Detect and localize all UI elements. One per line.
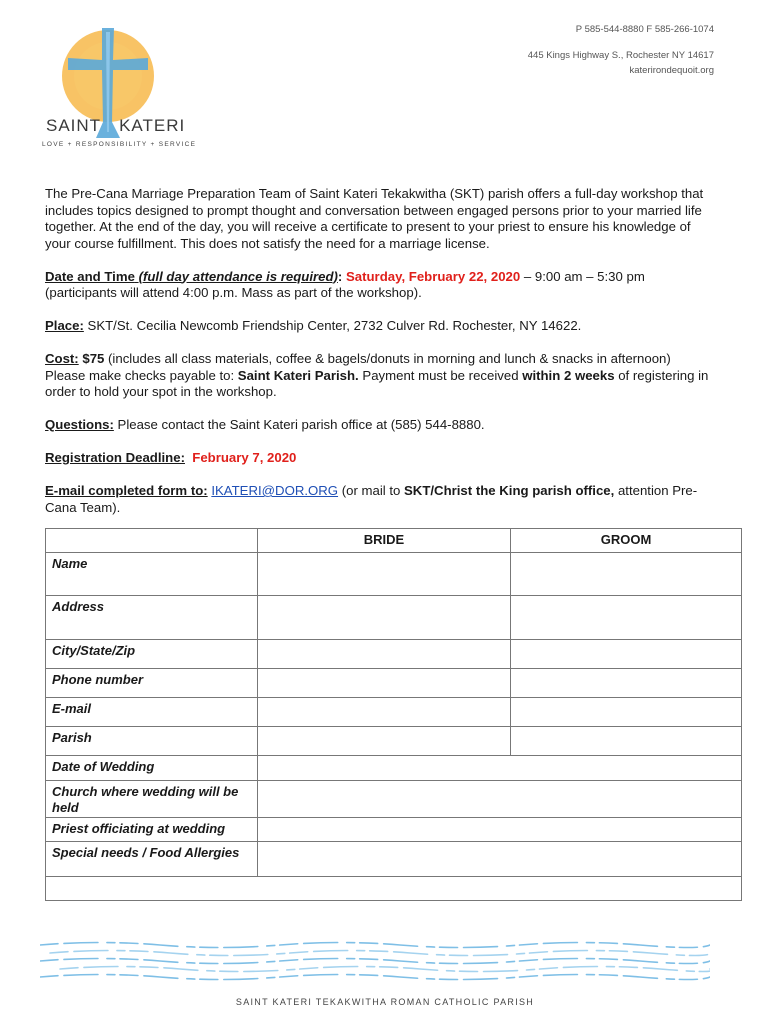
row-label-church: Church where wedding will be held bbox=[46, 781, 258, 818]
registration-form-table bbox=[45, 528, 742, 901]
cost-section: Cost: $75 (includes all class materials, coffee & bagels/donuts in morning and lunch & snacks in afternoon) Please make checks payable to: Saint Kateri Parish. Payment must be received within 2 weeks of registering in order to hold your spot in the workshop. bbox=[45, 351, 709, 399]
questions-label: Questions: bbox=[45, 417, 114, 432]
mail-office: SKT/Christ the King parish office, bbox=[404, 483, 615, 498]
bride-city-field[interactable] bbox=[258, 640, 511, 669]
workshop-date: Saturday, February 22, 2020 bbox=[345, 268, 521, 284]
bride-parish-field[interactable] bbox=[258, 727, 511, 756]
email-label: E-mail completed form to: bbox=[45, 483, 208, 498]
bride-email-field[interactable] bbox=[258, 698, 511, 727]
contact-phones: P 585-544-8880 F 585-266-1074 bbox=[575, 24, 714, 35]
contact-address: 445 Kings Highway S., Rochester NY 14617 bbox=[527, 50, 714, 61]
priest-field[interactable] bbox=[258, 818, 742, 842]
groom-address-field[interactable] bbox=[511, 596, 742, 640]
row-label-city: City/State/Zip bbox=[46, 640, 258, 669]
water-waves-decoration bbox=[40, 940, 710, 985]
groom-name-field[interactable] bbox=[511, 553, 742, 596]
row-label-wedding-date: Date of Wedding bbox=[46, 756, 258, 781]
registration-section bbox=[45, 450, 715, 467]
header-blank-cell bbox=[46, 529, 258, 553]
workshop-time: – 9:00 am – 5:30 pm bbox=[520, 268, 645, 284]
row-label-phone: Phone number bbox=[46, 669, 258, 698]
logo-tagline: LOVE + RESPONSIBILITY + SERVICE bbox=[42, 141, 197, 148]
special-needs-field[interactable] bbox=[258, 842, 742, 877]
row-label-email: E-mail bbox=[46, 698, 258, 727]
contact-block bbox=[528, 22, 714, 78]
place-label: Place: bbox=[45, 318, 84, 333]
row-label-address: Address bbox=[46, 596, 258, 640]
contact-website: katerirondequoit.org bbox=[629, 65, 714, 76]
payee-name: Saint Kateri Parish. bbox=[237, 367, 359, 383]
intro-paragraph: The Pre-Cana Marriage Preparation Team of Saint Kateri Tekakwitha (SKT) parish offers a full-day workshop that includes topics designed to prompt thought and conversation between engaged persons prior to your married life together. At the end of the day, you will receive a certificate to present to your priest to ensure his knowledge of your course fulfillment. This does not satisfy the need for a marriage license. bbox=[45, 186, 704, 251]
place-section bbox=[45, 318, 715, 335]
bride-name-field[interactable] bbox=[258, 553, 511, 596]
bride-address-field[interactable] bbox=[258, 596, 511, 640]
footer-parish-name: SAINT KATERI TEKAKWITHA ROMAN CATHOLIC PARISH bbox=[235, 997, 535, 1007]
cost-amount: $75 bbox=[78, 351, 105, 366]
cost-label: Cost: bbox=[45, 351, 79, 366]
row-label-priest: Priest officiating at wedding bbox=[46, 818, 258, 842]
email-link[interactable]: IKATERI@DOR.ORG bbox=[211, 483, 339, 498]
bride-phone-field[interactable] bbox=[258, 669, 511, 698]
groom-column-header: GROOM bbox=[511, 529, 742, 553]
groom-city-field[interactable] bbox=[511, 640, 742, 669]
flyer-body bbox=[45, 186, 715, 533]
groom-email-field[interactable] bbox=[511, 698, 742, 727]
questions-section: Questions: Please contact the Saint Kateri parish office at (585) 544-8880. bbox=[45, 417, 485, 432]
row-label-parish: Parish bbox=[46, 727, 258, 756]
registration-deadline: February 7, 2020 bbox=[192, 450, 297, 465]
row-label-special-needs: Special needs / Food Allergies bbox=[46, 842, 258, 877]
registration-label: Registration Deadline: bbox=[45, 450, 185, 465]
groom-parish-field[interactable] bbox=[511, 727, 742, 756]
groom-phone-field[interactable] bbox=[511, 669, 742, 698]
email-section: E-mail completed form to: IKATERI@DOR.ORG (or mail to SKT/Christ the King parish office, attention Pre-Cana Team). bbox=[45, 483, 698, 515]
row-label-name: Name bbox=[46, 553, 258, 596]
date-time-section: Date and Time (full day attendance is required): Saturday, February 22, 2020 – 9:00 am – 5:30 pm (participants will attend 4:00 p.m. Mass as part of the workshop). bbox=[45, 268, 645, 300]
logo-wordmark: SAINT KATERI bbox=[46, 116, 186, 135]
blank-bottom-row bbox=[46, 877, 742, 901]
place-text: SKT/St. Cecilia Newcomb Friendship Center, 2732 Culver Rd. Rochester, NY 14622. bbox=[83, 318, 582, 333]
mass-note: (participants will attend 4:00 p.m. Mass as part of the workshop). bbox=[45, 285, 422, 300]
date-time-label: Date and Time (full day attendance is required) bbox=[45, 268, 338, 284]
payment-deadline: within 2 weeks bbox=[522, 367, 615, 383]
church-field[interactable] bbox=[258, 781, 742, 818]
bride-column-header: BRIDE bbox=[258, 529, 511, 553]
wedding-date-field[interactable] bbox=[258, 756, 742, 781]
